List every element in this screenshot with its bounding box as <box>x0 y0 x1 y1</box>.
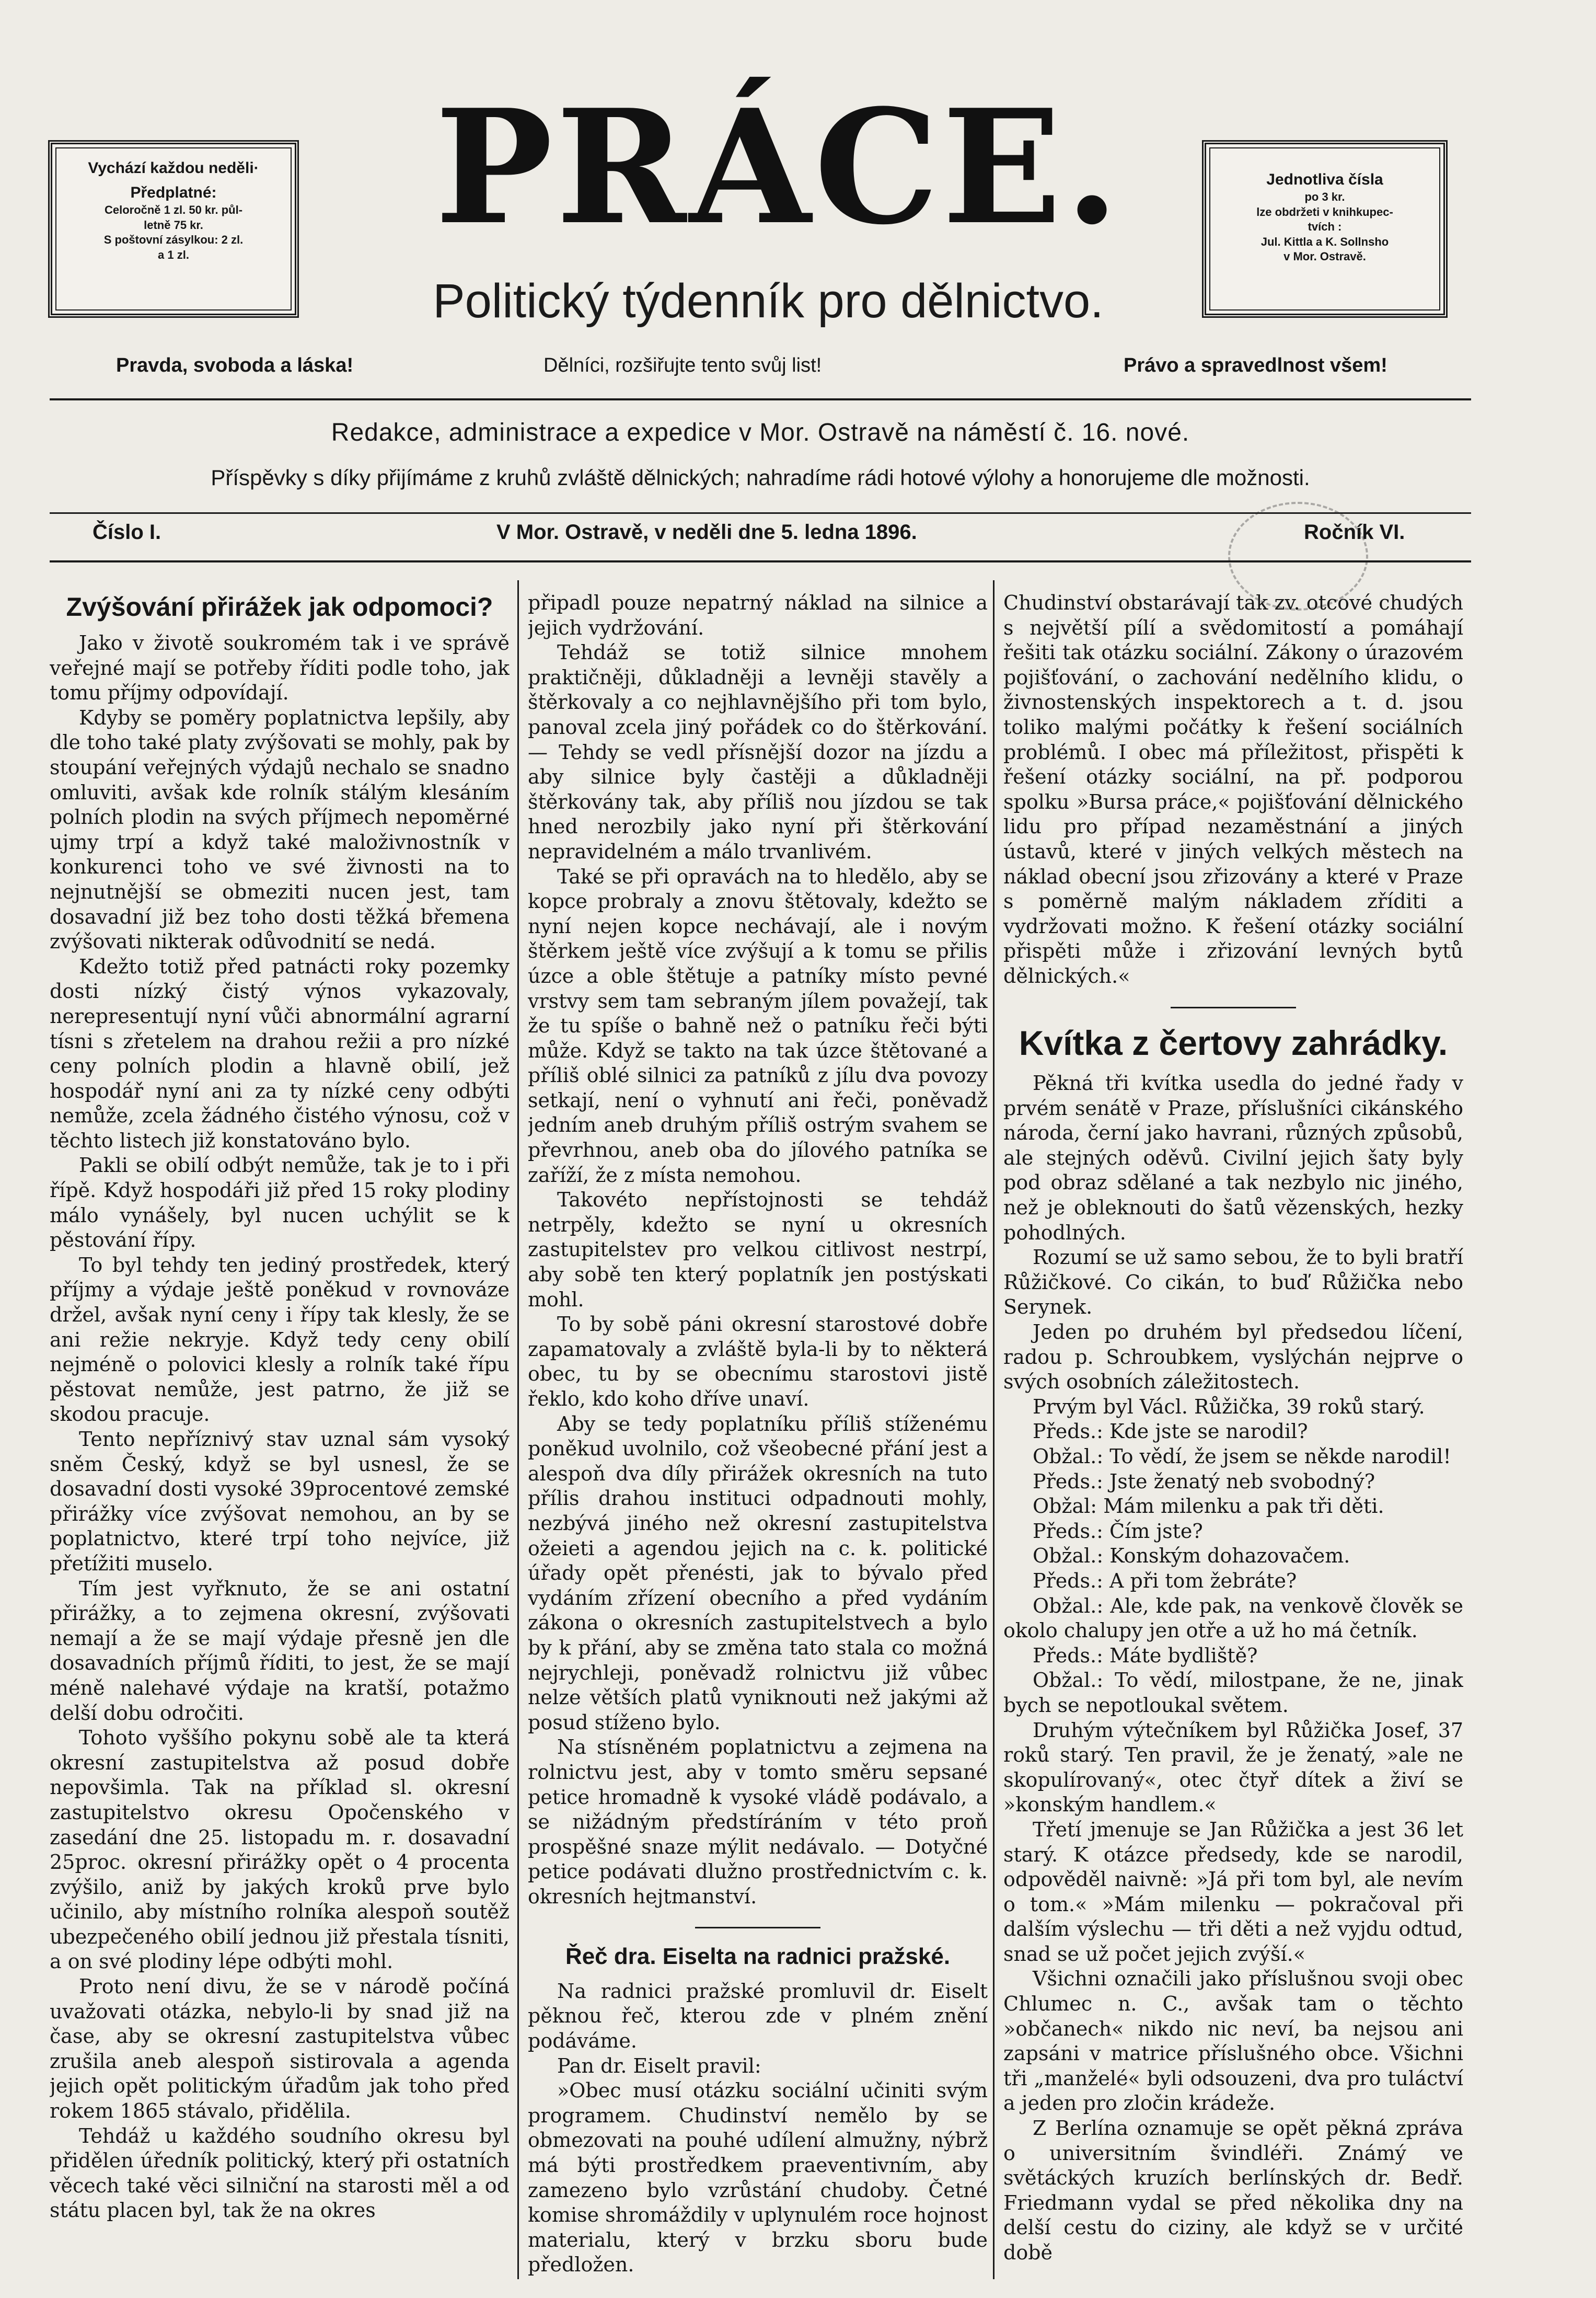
paragraph: Kdyby se poměry poplatnictva lepšily, aby dle toho také platy zvýšovati se mohly, pak by stoupání veřejných výdajů nechalo se snadno omluviti, avšak kde rolník stálým klesáním polních plodin na svých příjmech nepoměrné ujmy trpí a když také maloživnostník v konkurenci toho ve své živnosti na to nejnutnější se obmeziti nucen jest, tam dosavadní již bez toho dosti těžká břemena zvýšovati nikterak odůvodnití se nedá. <box>50 706 510 953</box>
issue-date: V Mor. Ostravě, v neděli dne 5. ledna 1896. <box>496 521 917 544</box>
single-issue-price: po 3 kr. <box>1304 190 1345 203</box>
column-3 <box>1003 591 1463 2279</box>
paragraph: Na radnici pražské promluvil dr. Eiselt pěknou řeč, kterou zde v plném znění podáváme. <box>528 1979 988 2053</box>
issue-number: Číslo I. <box>92 521 161 544</box>
dialogue-line: Obžal.: Konským dohazovačem. <box>1033 1544 1350 1568</box>
dialogue-line: Předs.: Kde jste se narodil? <box>1033 1420 1308 1443</box>
subscription-price-3: S poštovní zásylkou: 2 zl. <box>103 233 244 247</box>
paragraph: Tehdáž se totiž silnice mnohem praktičněji, důkladněji a levněji stavěly a štěrkovaly a co nejhlavnějšího při tom bylo, panoval zcela jiný pořádek co do štěrkování. — Tehdy se vedl přísnější dozor na jízdu a aby silnice byly častěji a důkladněji štěrkovány tak, aby příliš nou jízdou se tak hned nerozbily jako nyní při štěrkování nepravidelném a málo trvanlivém. <box>528 641 988 863</box>
article-heading: Zvýšování přirážek jak odpomoci? <box>66 592 493 622</box>
column-divider-2 <box>993 580 994 2279</box>
dialogue-line: Obžal.: To vědí, že jsem se někde narodil! <box>1033 1445 1451 1468</box>
dialogue-line: Obžal.: To vědí, milostpane, že ne, jinak bych se nepotloukal světem. <box>1003 1669 1463 1717</box>
paragraph: Z Berlína oznamuje se opět pěkná zpráva o universitním švindléři. Známý ve světáckých kruzích berlínských dr. Bedř. Friedmann vydal se před několika dny na delší cestu do ciziny, ale když se v určité době <box>1003 2117 1463 2264</box>
bookshop-line-3: Jul. Kittla a K. Sollnsho <box>1260 235 1389 248</box>
column-2 <box>528 591 988 2279</box>
motto-left: Pravda, svoboda a láska! <box>116 354 354 376</box>
paragraph: To byl tehdy ten jediný prostředek, který příjmy a výdaje ještě poněkud v rovnováze držel, avšak nyní ceny i řípy tak klesly, že se ani režie nekryje. Když tedy ceny obilí nejméně o polovici klesly a rolník také řípu pěstovat nemůže, jest patrno, že již se skodou pracuje. <box>50 1253 510 1426</box>
paragraph: »Obec musí otázku sociální učiniti svým programem. Chudinství nemělo by se obmezovati na pouhé udílení almužny, nýbrž má býti prostředkem praeventivním, aby zamezeno bylo vzrůstání chudoby. Četné komise shromáždily v uplynulém roce hojnost materialu, který v brzku sboru bude předložen. <box>528 2079 988 2277</box>
dialogue-line: Předs.: Jste ženatý neb svobodný? <box>1033 1469 1375 1493</box>
paragraph: Proto není divu, že se v národě počíná uvažovati otázka, nebylo-li by snad již na čase, aby se okresní zastupitelstva vůbec zrušila aneb alespoň sistirovala a agenda jejich opět politickým úřadům jak toho před rokem 1865 stávalo, přidělila. <box>50 1975 510 2123</box>
article-separator <box>695 1927 820 1928</box>
paragraph: Pěkná tři kvítka usedla do jedné řady v prvém senátě v Praze, příslušníci cikánského národa, černí jako havrani, různých způsobů, ale stejných oděvů. Civilní jejich šaty byly pod obraz sdělané a tak nezbylo nic jiného, než je obleknouti do šatů vězenských, hezky pohodlných. <box>1003 1072 1463 1244</box>
editorial-address: Redakce, administrace a expedice v Mor. Ostravě na náměstí č. 16. nové. <box>331 419 1190 446</box>
single-issue-label: Jednotliva čísla <box>1266 171 1383 188</box>
paragraph: Tehdáž u každého soudního okresu byl přidělen úředník politický, který při ostatních věcech také věci silniční na starosti měl a od státu placen byl, tak že na okres <box>50 2124 510 2222</box>
paragraph: Rozumí se už samo sebou, že to byli bratří Růžičkové. Co cikán, to buď Růžička nebo Serynek. <box>1003 1246 1463 1319</box>
newspaper-subtitle: Politický týdenník pro dělnictvo. <box>433 274 1104 328</box>
paragraph: Tento nepříznivý stav uznal sám vysoký sněm Český, když se byl usnesl, že se dosavadní dosti vysoké 39procentové zemské přirážky více zvýšovat nemohou, an by se poplatnictvo, které trpí toho nejvíce, již přetížiti muselo. <box>50 1428 510 1575</box>
dialogue-line: Prvým byl Václ. Růžička, 39 roků starý. <box>1033 1395 1425 1418</box>
dialogue-line: Předs.: A při tom žebráte? <box>1033 1569 1297 1592</box>
article-heading: Řeč dra. Eiselta na radnici pražské. <box>565 1944 951 1970</box>
paragraph: Třetí jmenuje se Jan Růžička a jest 36 let starý. K otázce předsedy, kde se narodil, odpověděl naivně: »Já při tom byl, ale nevím o tom.« »Mám milenku — pokračoval při dalším výslechu — tři děti a než vyjdu odtud, snad se už počet jejich zvýší.« <box>1003 1818 1463 1966</box>
contributions-notice: Příspěvky s díky přijímáme z kruhů zvláště dělnických; nahradíme rádi hotové výlohy a honorujeme dle možnosti. <box>211 465 1310 490</box>
dialogue-line: Předs.: Máte bydliště? <box>1033 1644 1258 1667</box>
motto-right: Právo a spravedlnost všem! <box>1124 354 1387 376</box>
subscription-label: Předplatné: <box>130 184 217 201</box>
article-heading: Kvítka z čertovy zahrádky. <box>1019 1023 1448 1062</box>
paragraph: Pan dr. Eiselt pravil: <box>557 2054 761 2077</box>
paragraph: Tohoto vyššího pokynu sobě ale ta která okresní zastupitelstva až posud dobře nepovšimla. Tak na příklad sl. okresní zastupitelstvo okresu Opočenského v zasedání dne 25. listopadu m. r. dosavadní 25proc. okresní přirážky opět o 4 procenta zvýšilo, aniž by jakých kroků prve bylo učinilo, aby místního rolníka alespoň soutěž ubezpečeného obilí jednou již přestala tísniti, a on své plodiny lépe odbýti mohl. <box>50 1726 510 1973</box>
column-1 <box>50 591 510 2279</box>
publishing-schedule: Vychází každou neděli· <box>88 159 259 177</box>
subscription-box <box>48 140 299 318</box>
paragraph: Na stísněném poplatnictvu a zejmena na rolnictvu jest, aby v tomto směru sepsané petice hromadně k vysoké vládě podávalo, a se nižádným předstíráním v této proň prospěšné snaze mýlit nedávalo. — Dotyčné petice podávati dlužno prostřednictvím c. k. okresních hejtmanství. <box>528 1736 988 1908</box>
article-separator <box>1171 1007 1296 1008</box>
paragraph: Kdežto totiž před patnácti roky pozemky dosti nízký čistý výnos vykazovaly, nerepresentují nyní vůči abnormální agrarní tísni s zřetelem na drahou režii a pro nízké ceny polních plodin a hlavně obilí, jež hospodář nyní ani za ty nízké ceny odbýti nemůže, zcela žádného čistého výnosu, což v těchto listech již konstatováno bylo. <box>50 955 510 1152</box>
dialogue-line: Obžal.: Ale, kde pak, na venkově člověk se okolo chalupy jen otře a už ho má četník. <box>1003 1594 1463 1642</box>
subscription-price-2: letně 75 kr. <box>144 218 203 232</box>
paragraph: Takovéto nepřístojnosti se tehdáž netrpěly, kdežto se nyní u okresních zastupitelstev pro velkou citlivost nestrpí, aby sobě ten který poplatník jen postýskati mohl. <box>528 1188 988 1311</box>
motto-center: Dělníci, rozšiřujte tento svůj list! <box>543 354 822 376</box>
masthead-rule <box>50 398 1471 400</box>
paragraph: Tím jest vyřknuto, že se ani ostatní přirážky, a to zejmena okresní, zvýšovati nemají a že se mají výdaje přesně jen dle dosavadních příjmů říditi, to jest, že se mají méně nalehavé výdaje na kratší, potažmo delší dobu odročiti. <box>50 1577 510 1725</box>
paragraph: připadl pouze nepatrný náklad na silnice a jejich vydržování. <box>528 591 988 639</box>
paragraph: Aby se tedy poplatníku příliš stíženému poněkud uvolnilo, což všeobecné přání jest a alespoň dva díly přirážek okresních na tuto přílis drahou instituci odpadnouti mohly, nezbývá jiného než okresní zastupitelstva ožeieti a agendou jejich na c. k. politické úřady opět přenésti, jak to bývalo před vydáním zřízení obecního a před vydáním zákona o okresních zastupitelstvech a bylo by k přání, aby se změna tato stala co možná nejrychleji, poněvadž rolnictvu již vůbec nelze větších platů vyniknouti než jakými až posud stíženo bylo. <box>528 1412 988 1734</box>
dialogue-line: Obžal: Mám milenku a pak tři děti. <box>1033 1495 1384 1518</box>
bookshop-line-1: lze obdržeti v knihkupec- <box>1256 205 1393 219</box>
single-issue-box <box>1202 140 1448 318</box>
paragraph: Všichni označili jako příslušnou svoji obec Chlumec n. C., avšak tam o těchto »občanech« nikdo nic neví, ba nejsou ani zapsáni v matrice příslušného obce. Všichni tři „manželé« byli odsouzeni, dva pro tuláctví a jeden pro zločin krádeže. <box>1003 1967 1463 2115</box>
volume-number: Ročník VI. <box>1304 521 1405 544</box>
paragraph: Druhým výtečníkem byl Růžička Josef, 37 roků starý. Ten pravil, že je ženatý, »ale ne skopulírovaný«, otec čtyř dítek a živí se »konským handlem.« <box>1003 1718 1463 1817</box>
subscription-price-4: a 1 zl. <box>158 248 189 261</box>
dialogue-line: Předs.: Čím jste? <box>1033 1519 1203 1543</box>
newspaper-title: PRÁCE. <box>435 75 1123 259</box>
paragraph: Jeden po druhém byl předsedou líčení, radou p. Schroubkem, vyslýchán nejprve o svých osobních záležitostech. <box>1003 1320 1463 1394</box>
bookshop-line-4: v Mor. Ostravě. <box>1283 250 1366 263</box>
paragraph: Chudinství obstarávají tak zv. otcové chudých s největší pílí a svědomitostí a pomáhají řešiti tak otázku sociální. Zákony o úrazovém pojišťování, o zachování nedělního klidu, o živnostenských inspektorech a t. d. jsou toliko malými počátky k řešení sociálních problémů. I obec má příležitost, přispěti k řešení otázky sociální, na př. podporou spolku »Bursa práce,« pojišťování dělnického lidu pro případ nezaměstnání a jiných ústavů, které v jiných velkých městech na náklad obecní jsou zřizovány a které v Praze s poměrně malým nákladem zříditi a vydržovati možno. K řešení otázky sociální přispěti může i zřizování levných bytů dělnických.« <box>1003 591 1463 987</box>
subscription-price-1: Celoročně 1 zl. 50 kr. půl- <box>104 203 243 216</box>
paragraph: Také se při opravách na to hledělo, aby se kopce probraly a znovu štětovaly, kdežto se nyní nejen kopce nechávají, ale i novým štěrkem ještě více zvýšují a k tomu se přilis úzce a oble štětuje a patníky místo pevné vrstvy sem tam sebraným jílem považejí, tak že tu spíše o bahně než o patníku řeči býti může. Když se takto na tak úzce štětované a příliš oblé silnici za patníků z jílu dva povozy setkají, není o vyhnutí ani řeči, poněvadž jedním aneb druhým příliš ostrým svahem se převrhnou, aneb oba do jílového patníka se zaříží, že z místa nemohou. <box>528 865 988 1187</box>
bookshop-line-2: tvích : <box>1308 220 1342 234</box>
dateline-rule-bottom <box>50 560 1471 562</box>
paragraph: Pakli se obilí odbýt nemůže, tak je to i při řípě. Když hospodáři již před 15 roky plodiny málo vynášely, byl nucen uchýlit se k pěstování řípy. <box>50 1154 510 1252</box>
column-divider-1 <box>517 580 519 2279</box>
paragraph: Jako v životě soukromém tak i ve správě veřejné mají se potřeby říditi podle toho, jak tomu příjmy odpovídají. <box>50 631 510 705</box>
paragraph: To by sobě páni okresní starostové dobře zapamatovaly a zvláště byla-li by to některá obec, tu by se obecnímu starostovi jistě řeklo, kdo koho dříve unaví. <box>528 1313 988 1410</box>
